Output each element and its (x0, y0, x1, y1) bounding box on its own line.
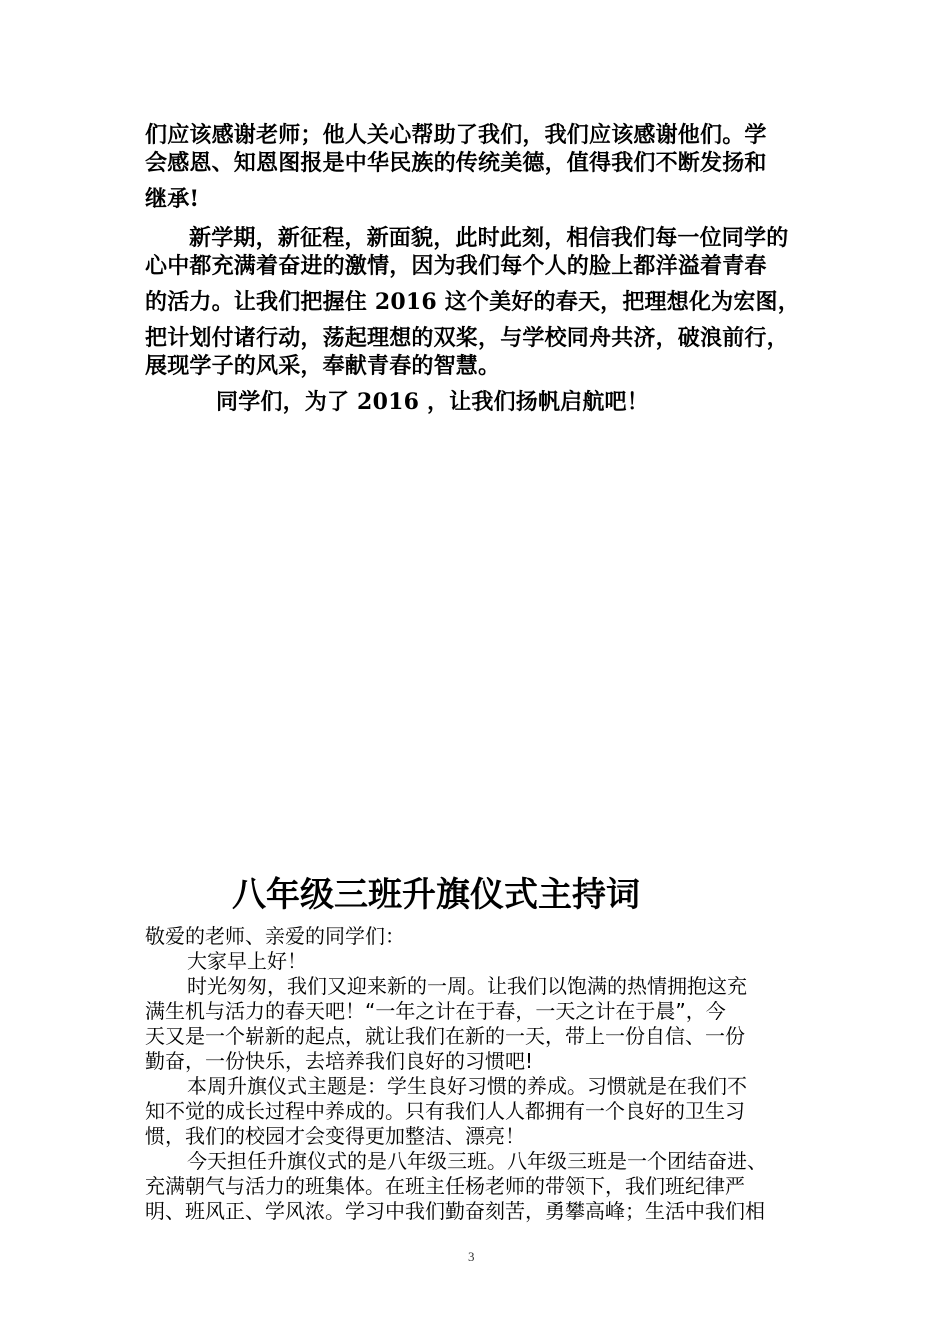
paragraph-line: 们应该感谢老师；他人关心帮助了我们，我们应该感谢他们。学 (145, 122, 767, 148)
paragraph-line: 的活力。让我们把握住 2016 这个美好的春天，把理想化为宏图， (145, 289, 800, 315)
paragraph-line: 天又是一个崭新的起点，就让我们在新的一天，带上一份自信、一份 (145, 1024, 745, 1048)
salutation: 敬爱的老师、亲爱的同学们： (145, 924, 405, 948)
paragraph-line: 时光匆匆，我们又迎来新的一周。让我们以饱满的热情拥抱这充 (187, 974, 747, 998)
paragraph-line: 惯，我们的校园才会变得更加整洁、漂亮！ (145, 1124, 525, 1148)
closing-line: 同学们，为了 2016 ，让我们扬帆启航吧！ (216, 389, 649, 415)
greeting: 大家早上好！ (187, 949, 307, 973)
paragraph-line: 明、班风正、学风浓。学习中我们勤奋刻苦，勇攀高峰；生活中我们相 (145, 1199, 765, 1223)
paragraph-line: 会感恩、知恩图报是中华民族的传统美德，值得我们不断发扬和 (145, 150, 767, 176)
document-title: 八年级三班升旗仪式主持词 (232, 875, 640, 915)
paragraph-line: 把计划付诸行动，荡起理想的双桨，与学校同舟共济，破浪前行， (145, 325, 789, 351)
paragraph-line: 今天担任升旗仪式的是八年级三班。八年级三班是一个团结奋进、 (187, 1149, 767, 1173)
paragraph-line: 继承! (145, 186, 200, 212)
paragraph-line: 勤奋，一份快乐，去培养我们良好的习惯吧! (145, 1049, 534, 1073)
page-number: 3 (468, 1249, 475, 1264)
paragraph-line: 新学期，新征程，新面貌，此时此刻，相信我们每一位同学的 (189, 225, 789, 251)
paragraph-line: 满生机与活力的春天吧！“一年之计在于春，一天之计在于晨”，今 (145, 999, 726, 1023)
paragraph-line: 本周升旗仪式主题是：学生良好习惯的养成。习惯就是在我们不 (187, 1074, 747, 1098)
paragraph-line: 充满朝气与活力的班集体。在班主任杨老师的带领下，我们班纪律严 (145, 1174, 745, 1198)
paragraph-line: 展现学子的风采，奉献青春的智慧。 (145, 353, 501, 379)
paragraph-line: 心中都充满着奋进的激情，因为我们每个人的脸上都洋溢着青春 (145, 253, 767, 279)
paragraph-line: 知不觉的成长过程中养成的。只有我们人人都拥有一个良好的卫生习 (145, 1099, 745, 1123)
